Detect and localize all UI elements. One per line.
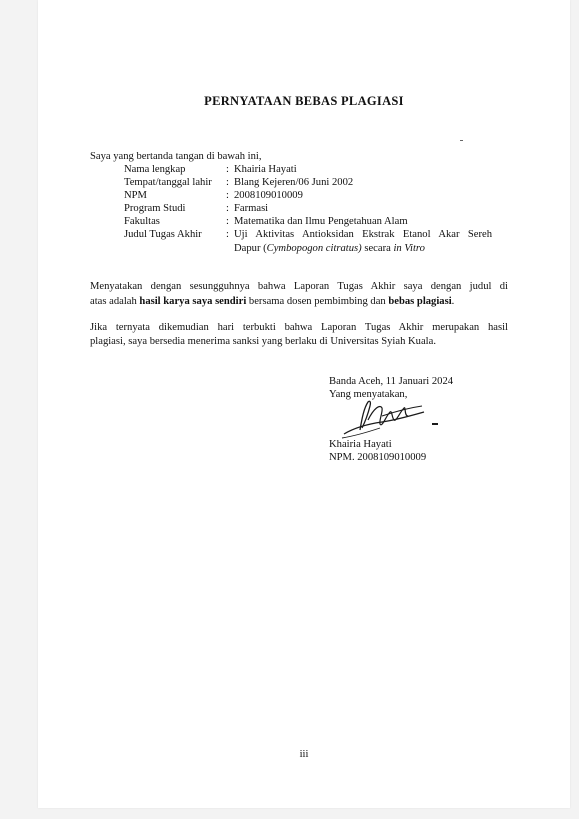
sanction-line2: plagiasi, saya bersedia menerima sanksi yang berlaku di Universitas Syiah Kuala. (90, 336, 436, 347)
statement-text: atas adalah (90, 296, 140, 307)
sanction-line1: Jika ternyata dikemudian hari terbukti bahwa Laporan Tugas Akhir merupakan hasil (90, 322, 508, 333)
field-value-thesis-line2 (234, 242, 425, 255)
page-number: iii (299, 749, 309, 760)
field-value-npm: 2008109010009 (234, 190, 303, 201)
field-label-name: Nama lengkap (124, 164, 186, 175)
closing-statement: Yang menyatakan, (329, 389, 408, 400)
intro-text: Saya yang bertanda tangan di bawah ini, (90, 151, 262, 162)
field-label-faculty: Fakultas (124, 216, 160, 227)
field-colon: : (226, 216, 229, 227)
field-colon: : (226, 190, 229, 201)
field-value-program: Farmasi (234, 203, 269, 214)
thesis-invitro: in Vitro (393, 243, 425, 254)
statement-line2 (90, 295, 508, 309)
field-colon: : (226, 177, 229, 188)
statement-text: bersama dosen pembimbing dan (246, 296, 389, 307)
statement-bold-plagiarism-free: bebas plagiasi (388, 296, 452, 307)
field-label-birth: Tempat/tanggal lahir (124, 177, 212, 188)
statement-text: . (451, 296, 455, 307)
thesis-species-name: Cymbopogon citratus) (266, 243, 362, 254)
field-value-birth: Blang Kejeren/06 Juni 2002 (234, 177, 354, 188)
signer-npm: NPM. 2008109010009 (329, 452, 427, 463)
signature-image (324, 394, 446, 440)
field-value-faculty: Matematika dan Ilmu Pengetahuan Alam (234, 216, 408, 227)
statement-line1: Menyatakan dengan sesungguhnya bahwa Laporan Tugas Akhir saya dengan judul di (90, 281, 508, 292)
thesis-text: Dapur ( (234, 243, 267, 254)
place-date: Banda Aceh, 11 Januari 2024 (329, 376, 454, 387)
thesis-text: secara (361, 243, 394, 254)
document-title: PERNYATAAN BEBAS PLAGIASI (204, 94, 404, 108)
field-colon: : (226, 164, 229, 175)
field-value-name: Khairia Hayati (234, 164, 297, 175)
field-value-thesis-line1: Uji Aktivitas Antioksidan Ekstrak Etanol Akar Sereh (234, 229, 492, 240)
scan-mark (460, 140, 463, 141)
field-label-npm: NPM (124, 190, 147, 201)
document-page (38, 0, 570, 808)
statement-bold-own-work: hasil karya saya sendiri (139, 296, 247, 307)
signer-name: Khairia Hayati (329, 439, 392, 450)
field-label-program: Program Studi (124, 203, 186, 214)
field-colon: : (226, 203, 229, 214)
field-label-thesis: Judul Tugas Akhir (124, 229, 202, 240)
field-colon: : (226, 229, 229, 240)
